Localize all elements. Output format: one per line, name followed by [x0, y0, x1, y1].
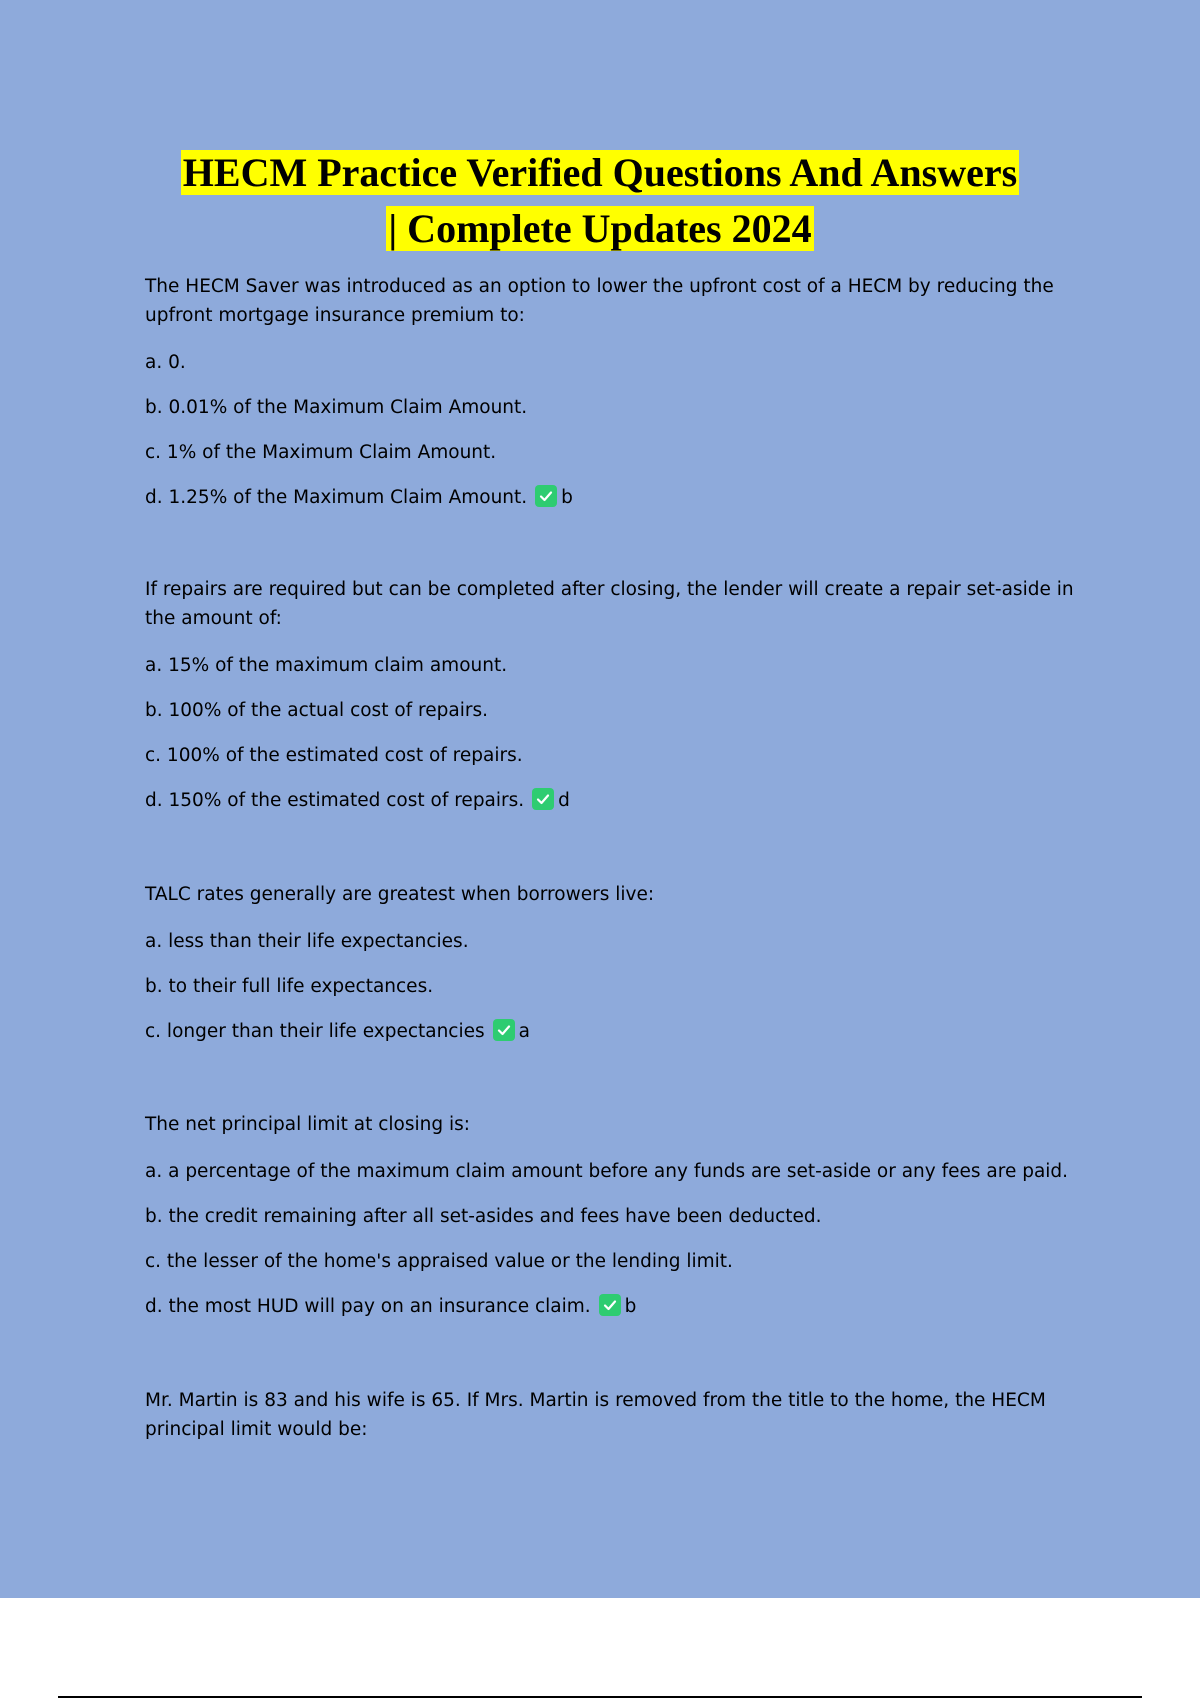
question-text: TALC rates generally are greatest when borrowers live:: [145, 884, 655, 905]
option-b: b. to their full life expectances.: [145, 976, 434, 997]
check-icon: [535, 485, 557, 507]
option-b: b. the credit remaining after all set-asides and fees have been deducted.: [145, 1206, 822, 1227]
question-text: If repairs are required but can be completed after closing, the lender will create a repair set-aside in the amount of:: [145, 579, 1074, 629]
question-text: The HECM Saver was introduced as an option to lower the upfront cost of a HECM by reducing the upfront mortgage insurance premium to:: [145, 276, 1054, 326]
option-c-text: c. longer than their life expectancies: [145, 1021, 485, 1042]
question-block-1: [145, 272, 1090, 513]
question-block-3: [145, 880, 1090, 1047]
check-icon: [532, 788, 554, 810]
option-c: c. 1% of the Maximum Claim Amount.: [145, 442, 497, 463]
title-line-1: HECM Practice Verified Questions And Answers: [182, 150, 1018, 195]
question-block-4: [145, 1110, 1090, 1322]
option-a: a. 0.: [145, 352, 186, 373]
option-b: b. 100% of the actual cost of repairs.: [145, 700, 488, 721]
option-c: c. the lesser of the home's appraised value or the lending limit.: [145, 1251, 733, 1272]
option-d: [145, 483, 1090, 513]
option-a: a. less than their life expectancies.: [145, 931, 469, 952]
option-d-text: d. 150% of the estimated cost of repairs.: [145, 790, 525, 811]
question-text: The net principal limit at closing is:: [145, 1114, 470, 1135]
option-d-text: d. the most HUD will pay on an insurance claim.: [145, 1296, 591, 1317]
answer-letter: d: [558, 790, 570, 811]
option-c: c. 100% of the estimated cost of repairs.: [145, 745, 523, 766]
option-b: b. 0.01% of the Maximum Claim Amount.: [145, 397, 528, 418]
option-a: a. 15% of the maximum claim amount.: [145, 655, 508, 676]
option-a: a. a percentage of the maximum claim amount before any funds are set-aside or any fees are paid.: [145, 1161, 1069, 1182]
option-d-text: d. 1.25% of the Maximum Claim Amount.: [145, 487, 528, 508]
option-d: [145, 786, 1090, 816]
option-c: [145, 1017, 1090, 1047]
question-block-5: [145, 1386, 1090, 1444]
question-text: Mr. Martin is 83 and his wife is 65. If Mrs. Martin is removed from the title to the home, the HECM principal limit would be:: [145, 1390, 1046, 1440]
answer-letter: a: [518, 1021, 530, 1042]
check-icon: [493, 1019, 515, 1041]
option-d: [145, 1292, 1090, 1322]
title-line-2: | Complete Updates 2024: [388, 206, 812, 251]
answer-letter: b: [624, 1296, 637, 1317]
check-icon: [599, 1294, 621, 1316]
document-title: [0, 145, 1200, 257]
answer-letter: b: [561, 487, 573, 508]
question-block-2: [145, 575, 1090, 816]
footer-divider: [58, 1696, 1142, 1698]
